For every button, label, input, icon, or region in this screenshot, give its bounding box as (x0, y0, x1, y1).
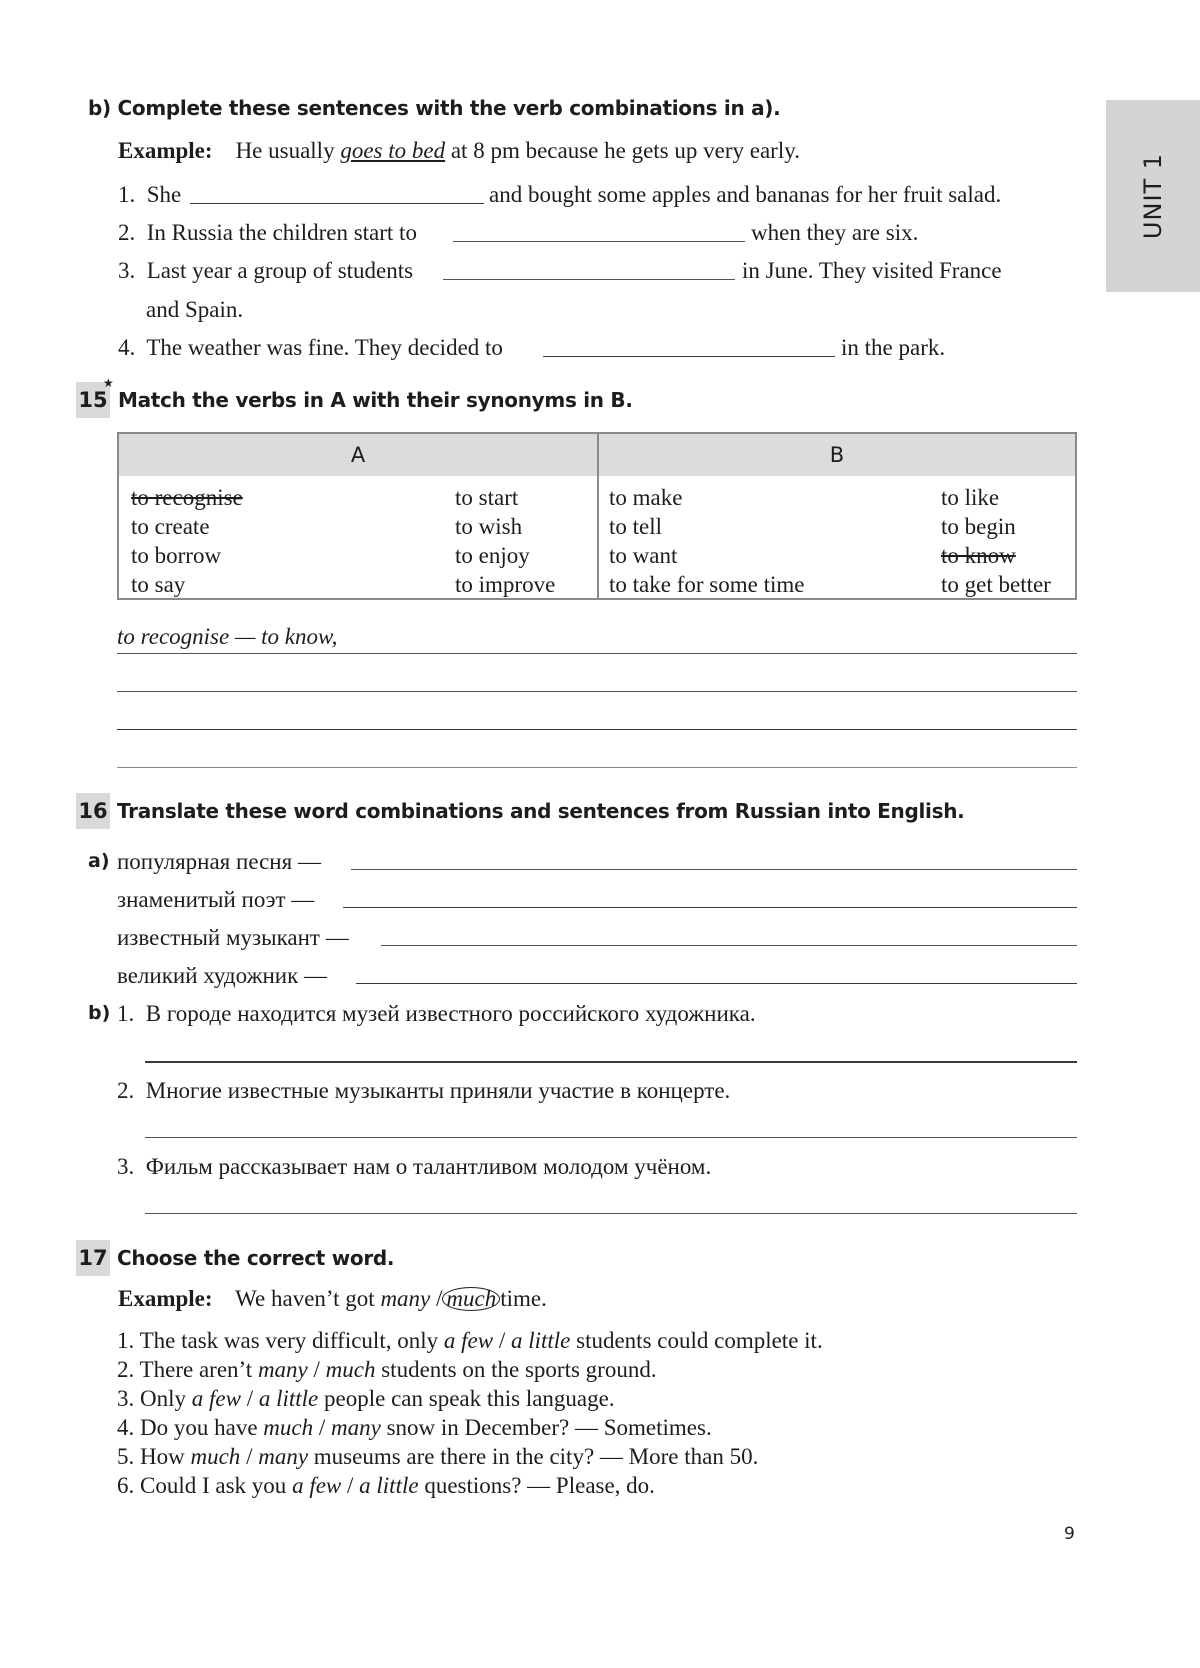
item-number: 1. (118, 182, 136, 207)
option-2[interactable]: many (331, 1415, 381, 1440)
example-answer: goes to bed (340, 138, 446, 163)
phrase: великий художник — (117, 963, 327, 988)
table-cell: to like (941, 485, 1000, 510)
table-cell: to want (609, 543, 678, 568)
answer-line[interactable] (117, 729, 1077, 730)
sentence-1 (117, 1001, 756, 1027)
item-number: 1. (117, 1001, 135, 1026)
item-text-post: in the park. (841, 335, 946, 360)
sentence-text: Фильм рассказывает нам о талантливом молодом учёном. (145, 1154, 712, 1179)
phrase: известный музыкант — (117, 925, 349, 950)
ex15-number: 15 (76, 382, 110, 418)
ex16-heading: Translate these word combinations and sentences from Russian into English. (117, 799, 965, 823)
answer-line[interactable] (145, 1213, 1077, 1214)
ex17-items (117, 1326, 823, 1500)
answer-line[interactable] (145, 1061, 1077, 1063)
part-b-label: b) (88, 1002, 111, 1024)
ex15-heading: Match the verbs in A with their synonyms in B. (118, 388, 633, 412)
example-label: Example: (118, 138, 213, 163)
item-number: 3. (117, 1154, 135, 1179)
option-2[interactable]: a little (510, 1328, 571, 1353)
unit-label: UNIT 1 (1139, 152, 1167, 240)
page-number: 9 (1064, 1524, 1075, 1544)
example-text-post: at 8 pm because he gets up very early. (450, 138, 800, 163)
column-a-header: A (119, 434, 597, 476)
ex14b-item-1 (118, 182, 181, 208)
answer-blank-2[interactable] (453, 241, 745, 242)
column-b-header: B (599, 434, 1075, 476)
answer-blank-3[interactable] (443, 279, 735, 280)
column-divider (597, 434, 599, 598)
table-cell: to know (941, 543, 1016, 568)
ex17-item-6: 6. Could I ask you a few / a little questions? — Please, do. (117, 1473, 655, 1498)
item-number: 2. (118, 220, 136, 245)
answer-line[interactable] (117, 691, 1077, 692)
table-cell: to begin (941, 514, 1016, 539)
table-cell: to make (609, 485, 683, 510)
ex14b-item-4 (118, 335, 503, 361)
separator: / (436, 1286, 443, 1311)
option-1[interactable]: a few (191, 1386, 241, 1411)
option-1[interactable]: much (263, 1415, 314, 1440)
ex14b-item-3 (118, 258, 413, 284)
sentence-text: Многие известные музыканты приняли участие в концерте. (145, 1078, 731, 1103)
item-number: 2. (117, 1078, 135, 1103)
answer-line[interactable] (351, 869, 1077, 870)
table-cell: to enjoy (455, 543, 530, 568)
table-cell: to improve (455, 572, 556, 597)
table-col-a2 (455, 483, 555, 599)
sentence-text: В городе находится музей известного российского художника. (145, 1001, 756, 1026)
ex16-number: 16 (76, 793, 110, 829)
option-1: many (380, 1286, 431, 1311)
ex17-item-2: 2. There aren’t many / much students on the sports ground. (117, 1357, 657, 1382)
table-cell: to get better (941, 572, 1051, 597)
answer-blank-4[interactable] (543, 356, 835, 357)
sentence-3 (117, 1154, 711, 1180)
ex17-number: 17 (76, 1240, 110, 1276)
answer-line[interactable] (356, 983, 1077, 984)
ex17-item-5: 5. How much / many museums are there in the city? — More than 50. (117, 1444, 759, 1469)
answer-blank-1[interactable] (190, 203, 484, 204)
option-2[interactable]: much (325, 1357, 376, 1382)
example-text-pre: He usually (235, 138, 335, 163)
example-label: Example: (118, 1286, 213, 1311)
item-number: 4. (118, 335, 136, 360)
table-cell: to take for some time (609, 572, 805, 597)
example-text-post: time. (500, 1286, 547, 1311)
sentence-2 (117, 1078, 730, 1104)
unit-side-tab (1106, 100, 1200, 292)
table-cell: to say (131, 572, 186, 597)
item-text-pre: Last year a group of students (146, 258, 414, 283)
ex17-example (118, 1286, 547, 1312)
star-icon: ★ (103, 376, 114, 390)
item-text-post: and bought some apples and bananas for her fruit salad. (489, 182, 1002, 207)
option-2[interactable]: a little (258, 1386, 319, 1411)
option-1[interactable]: many (257, 1357, 308, 1382)
ex17-item-1: 1. The task was very difficult, only a few / a little students could complete it. (117, 1328, 823, 1353)
ex14b-item-2 (118, 220, 417, 246)
option-2[interactable]: many (258, 1444, 309, 1469)
item-text-post: when they are six. (751, 220, 919, 245)
option-2[interactable]: a little (359, 1473, 419, 1498)
answer-line[interactable] (343, 907, 1077, 908)
option-1[interactable]: a few (292, 1473, 342, 1498)
table-col-b2 (941, 483, 1051, 599)
item-text-pre: In Russia the children start to (146, 220, 417, 245)
table-cell: to tell (609, 514, 663, 539)
table-cell: to wish (455, 514, 523, 539)
ex17-heading: Choose the correct word. (117, 1246, 395, 1270)
item-text-pre: She (146, 182, 182, 207)
table-col-b1 (609, 483, 804, 599)
answer-line[interactable] (117, 767, 1077, 768)
ex14b-heading: b) Complete these sentences with the verb combinations in a). (88, 96, 781, 120)
table-cell: to borrow (131, 543, 222, 568)
example-text-pre: We haven’t got (235, 1286, 375, 1311)
item-text-continuation: and Spain. (146, 297, 244, 322)
ex14b-example (118, 138, 800, 164)
ex17-item-4: 4. Do you have much / many snow in December? — Sometimes. (117, 1415, 712, 1440)
table-cell: to create (131, 514, 210, 539)
answer-line[interactable] (145, 1137, 1077, 1138)
ex15-answer-example: to recognise — to know, (117, 624, 338, 649)
part-a-label: a) (88, 850, 110, 872)
option-1[interactable]: much (190, 1444, 241, 1469)
table-cell: to start (455, 485, 519, 510)
item-number: 3. (118, 258, 136, 283)
synonyms-table (117, 432, 1077, 600)
option-1[interactable]: a few (443, 1328, 494, 1353)
item-text-pre: The weather was fine. They decided to (146, 335, 503, 360)
item-text-post: in June. They visited France (742, 258, 1002, 283)
ex17-item-3: 3. Only a few / a little people can speak this language. (117, 1386, 615, 1411)
table-cell: to recognise (131, 485, 243, 510)
phrase: популярная песня — (117, 849, 321, 874)
answer-line[interactable] (117, 653, 1077, 654)
answer-line[interactable] (381, 945, 1077, 946)
circled-option: much (442, 1287, 500, 1311)
phrase: знаменитый поэт — (117, 887, 315, 912)
table-col-a1 (131, 483, 243, 599)
